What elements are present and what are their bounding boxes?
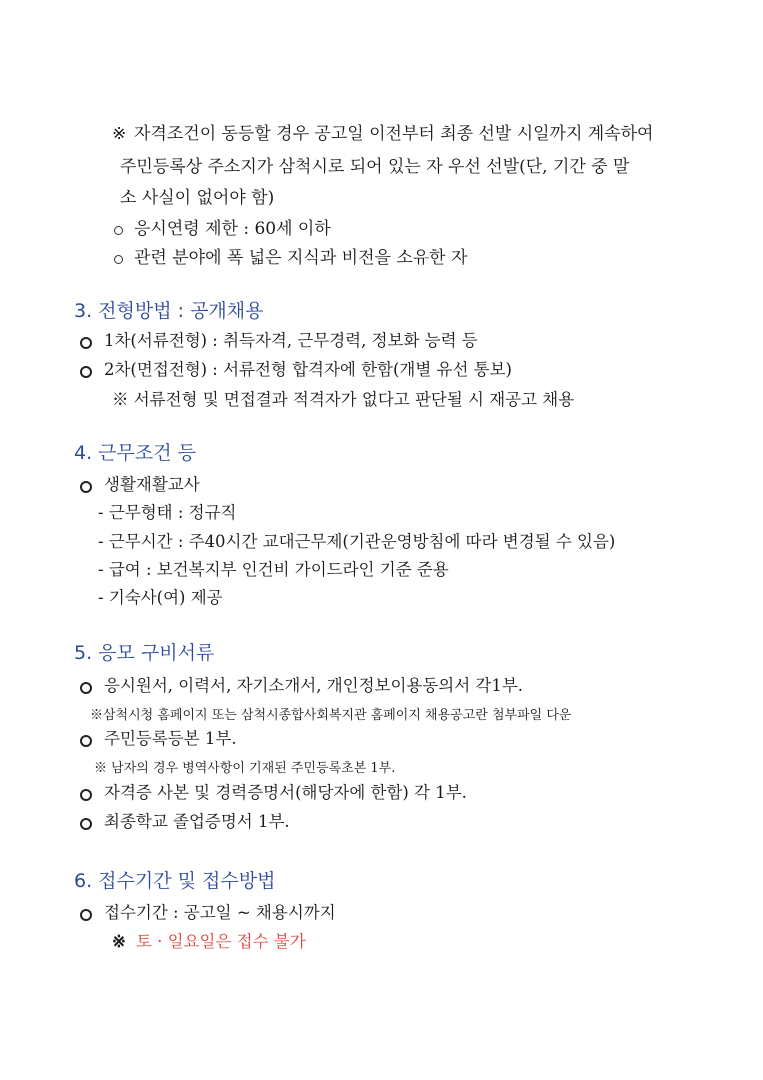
circle-bullet-icon	[80, 481, 92, 493]
section-6-item-1: 접수기간 : 공고일 ~ 채용시까지	[104, 903, 336, 922]
section-3-heading: 3. 전형방법 : 공개채용	[74, 300, 264, 322]
circle-bullet-icon	[80, 366, 92, 378]
circle-bullet-icon	[80, 682, 92, 694]
note-line-1: 자격조건이 동등할 경우 공고일 이전부터 최종 선발 시일까지 계속하여	[134, 124, 654, 144]
section-5-note-1: ※삼척시청 홈페이지 또는 삼척시종합사회복지관 홈페이지 채용공고란 첨부파일 다운	[90, 708, 572, 723]
warning-mark: ※	[112, 932, 126, 951]
section-4-item-1: 생활재활교사	[104, 475, 200, 494]
weekend-warning-text: 토 · 일요일은 접수 불가	[136, 932, 306, 951]
work-type-line: - 근무형태 : 정규직	[98, 503, 237, 522]
section-3-note: ※ 서류전형 및 면접결과 적격자가 없다고 판단될 시 재공고 채용	[112, 390, 575, 409]
section-5-heading: 5. 응모 구비서류	[74, 642, 215, 664]
circle-bullet-icon	[80, 337, 92, 349]
small-circle-bullet-icon	[114, 226, 123, 235]
section-4-heading: 4. 근무조건 등	[74, 442, 196, 464]
section-5-item-1: 응시원서, 이력서, 자기소개서, 개인정보이용동의서 각1부.	[104, 676, 524, 695]
section-5-item-4: 최종학교 졸업증명서 1부.	[104, 812, 290, 831]
section-5-item-3: 자격증 사본 및 경력증명서(해당자에 한함) 각 1부.	[104, 783, 467, 802]
work-hours-line: - 근무시간 : 주40시간 교대근무제(기관운영방침에 따라 변경될 수 있음)	[98, 532, 616, 551]
circle-bullet-icon	[80, 735, 92, 747]
note-line-3: 소 사실이 없어야 함)	[120, 188, 275, 208]
age-limit-text: 응시연령 제한 : 60세 이하	[134, 219, 331, 239]
circle-bullet-icon	[80, 818, 92, 830]
salary-line: - 급여 : 보건복지부 인건비 가이드라인 기준 준용	[98, 560, 449, 579]
section-5-note-2: ※ 남자의 경우 병역사항이 기재된 주민등록초본 1부.	[94, 761, 396, 776]
note-line-2: 주민등록상 주소지가 삼척시로 되어 있는 자 우선 선발(단, 기간 중 말	[120, 157, 630, 177]
circle-bullet-icon	[80, 789, 92, 801]
section-3-item-1: 1차(서류전형) : 취득자격, 근무경력, 정보화 능력 등	[104, 331, 478, 350]
circle-bullet-icon	[80, 909, 92, 921]
section-5-item-2: 주민등록등본 1부.	[104, 729, 237, 748]
small-circle-bullet-icon	[114, 255, 123, 264]
note-mark: ※	[112, 124, 127, 144]
knowledge-text: 관련 분야에 폭 넓은 지식과 비전을 소유한 자	[134, 248, 468, 268]
section-6-heading: 6. 접수기간 및 접수방법	[74, 870, 276, 892]
dormitory-line: - 기숙사(여) 제공	[98, 588, 223, 607]
section-3-item-2: 2차(면접전형) : 서류전형 합격자에 한함(개별 유선 통보)	[104, 360, 512, 379]
